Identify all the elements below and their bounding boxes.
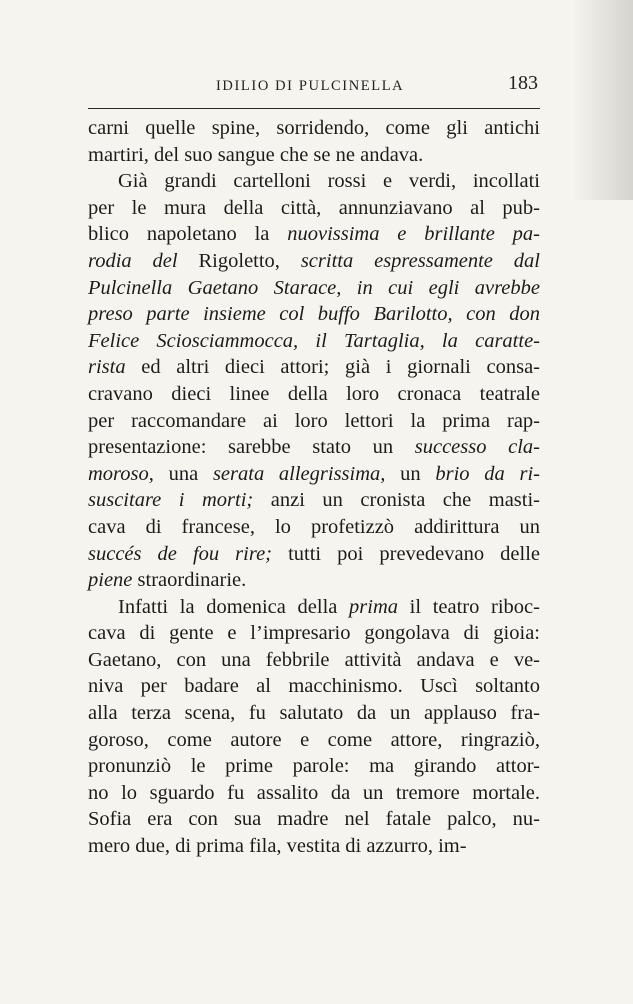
- italic-run: succés de fou rire;: [88, 542, 273, 565]
- text-line: [88, 115, 540, 142]
- text-line: [88, 408, 540, 435]
- italic-run: brio da ri-: [435, 462, 540, 485]
- text-run: ed altri dieci attori; già i giornali consa-: [125, 356, 540, 379]
- text-run: no lo sguardo fu assalito da un tremore mortale.: [88, 781, 540, 804]
- text-run: per le mura della città, annunziavano al pub-: [88, 196, 540, 219]
- italic-run: prima: [349, 595, 399, 618]
- text-line: [88, 594, 540, 621]
- text-line: [88, 434, 540, 461]
- text-run: goroso, come autore e come attore, ringraziò,: [88, 728, 540, 751]
- text-line: [88, 620, 540, 647]
- italic-run: preso parte insieme col buffo Barilotto, con don: [88, 303, 540, 326]
- text-run: blico napoletano la: [88, 223, 288, 246]
- text-run: tutti poi prevedevano delle: [272, 542, 540, 565]
- text-line: [88, 514, 540, 541]
- text-line: [88, 142, 540, 169]
- text-run: un: [385, 462, 436, 485]
- italic-run: Pulcinella Gaetano Starace, in cui egli avrebbe: [88, 276, 540, 299]
- text-run: pronunziò le prime parole: ma girando attor-: [88, 755, 540, 778]
- text-line: [88, 168, 540, 195]
- text-run: presentazione: sarebbe stato un: [88, 436, 415, 459]
- text-line: [88, 567, 540, 594]
- text-run: per raccomandare ai loro lettori la prima rap-: [88, 409, 540, 432]
- running-title: IDILIO DI PULCINELLA: [216, 78, 405, 94]
- text-line: [88, 275, 540, 302]
- text-line: [88, 673, 540, 700]
- text-run: Rigoletto,: [198, 249, 301, 272]
- text-line: [88, 833, 540, 860]
- italic-run: suscitare i morti;: [88, 489, 254, 512]
- body-text: [88, 115, 540, 860]
- text-line: [88, 727, 540, 754]
- text-line: [88, 780, 540, 807]
- text-run: mero due, di prima fila, vestita di azzurro, im-: [88, 835, 467, 858]
- italic-run: Felice Sciosciammocca, il Tartaglia, la caratte-: [88, 329, 540, 352]
- italic-run: scritta espressamente dal: [300, 249, 540, 272]
- text-line: [88, 700, 540, 727]
- text-run: straordinarie.: [132, 569, 247, 592]
- text-line: [88, 461, 540, 488]
- italic-run: successo cla-: [414, 436, 540, 459]
- italic-run: piene: [88, 569, 133, 592]
- text-line: [88, 328, 540, 355]
- italic-run: serata allegrissima,: [212, 462, 386, 485]
- text-line: [88, 541, 540, 568]
- text-line: [88, 221, 540, 248]
- text-line: [88, 647, 540, 674]
- text-run: carni quelle spine, sorridendo, come gli antichi: [88, 117, 540, 139]
- text-run: cava di gente e l’impresario gongolava di gioia:: [88, 622, 540, 645]
- italic-run: nuovissima e brillante pa-: [287, 223, 540, 246]
- text-line: [88, 354, 540, 381]
- text-run: Sofia era con sua madre nel fatale palco, nu-: [88, 808, 540, 831]
- text-run: Già grandi cartelloni rossi e verdi, incollati: [118, 170, 540, 193]
- text-run: Infatti la domenica della: [118, 595, 350, 618]
- text-line: [88, 301, 540, 328]
- page-edge-shadow: [573, 0, 633, 200]
- text-run: anzi un cronista che masti-: [253, 489, 540, 512]
- text-run: alla terza scena, fu salutato da un applauso fra-: [88, 702, 540, 725]
- text-line: [88, 487, 540, 514]
- text-run: cravano dieci linee della loro cronaca teatrale: [88, 382, 540, 405]
- italic-run: moroso,: [88, 462, 154, 485]
- text-run: niva per badare al macchinismo. Uscì soltanto: [88, 675, 540, 698]
- text-line: [88, 753, 540, 780]
- text-line: [88, 806, 540, 833]
- page-number: 183: [508, 72, 538, 94]
- text-run: cava di francese, lo profetizzò addirittura un: [88, 515, 540, 538]
- text-run: il teatro riboc-: [398, 595, 540, 618]
- text-line: [88, 381, 540, 408]
- italic-run: rista: [88, 356, 126, 379]
- italic-run: rodia del: [88, 249, 199, 272]
- text-run: una: [153, 462, 213, 485]
- text-line: [88, 248, 540, 275]
- text-run: Gaetano, con una febbrile attività andava e ve-: [88, 648, 540, 671]
- text-run: martiri, del suo sangue che se ne andava.: [88, 143, 424, 166]
- text-line: [88, 195, 540, 222]
- running-head: [88, 72, 540, 109]
